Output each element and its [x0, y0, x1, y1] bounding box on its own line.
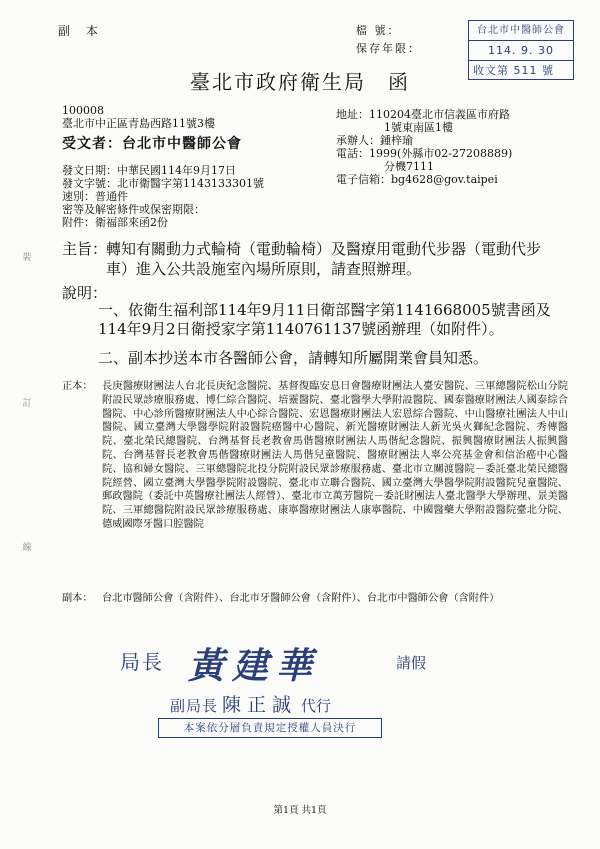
main-recipients-text: 長庚醫療財團法人台北長庚紀念醫院、基督復臨安息日會醫療財團法人臺安醫院、三軍總醫院松山分院附設民眾診療服務處、博仁綜合醫院、培靈醫院、臺北醫學大學附設醫院、國泰醫療財團法人國泰綜合醫院、中心診所醫療財團法人中心綜合醫院、宏恩醫療財團法人宏恩綜合醫院、中山醫療社團法人中山醫院、國立臺灣大學醫學院附設醫院癌醫中心醫院、新光醫療財團法人新光吳火獅紀念醫院、秀傳醫院、臺北榮民總醫院、台灣基督長老教會馬偕醫療財團法人馬偕紀念醫院、振興醫療財團法人振興醫院、台灣基督長老教會馬偕醫療財團法人馬偕兒童醫院、醫療財團法人辜公亮基金會和信治癌中心醫院、協和婦女醫院、三軍總醫院北投分院附設民眾診療服務處、臺北市立關渡醫院－委託臺北榮民總醫院經營、國立臺灣大學醫學院附設醫院、臺北市立聯合醫院、國立臺灣大學醫學院附設醫院兒童醫院、郵政醫院（委託中英醫療社團法人經營）、臺北市立萬芳醫院－委託財團法人臺北醫學大學辦理、景美醫院、三軍總醫院附設民眾診療服務處、康寧醫療財團法人康寧醫院、中國醫藥大學附設醫院臺北分院、德威國際牙醫口腔醫院	[102, 381, 568, 530]
speed: 速別：普通件	[62, 190, 128, 203]
main-recipients	[62, 380, 568, 532]
sender-phone: 電話：1999(外縣市02-27208889)	[336, 147, 513, 160]
subject	[62, 239, 562, 279]
copy-recipients-label: 副本：	[62, 593, 93, 604]
sender-contact: 承辦人：鍾梓瑜	[336, 134, 413, 147]
file-labels	[356, 22, 436, 58]
stamp-org: 台北市中醫師公會	[469, 21, 573, 41]
description-label: 說明：	[62, 284, 108, 302]
document-meta	[62, 164, 264, 229]
copy-mark: 副 本	[58, 24, 104, 38]
copy-recipients-text: 台北市醫師公會（含附件）、台北市牙醫師公會（含附件）、台北市中醫師公會（含附件）	[102, 593, 500, 604]
sender-email: 電子信箱：bg4628@gov.taipei	[336, 173, 498, 186]
authorization-stamp: 本案依分層負責規定授權人員決行	[158, 718, 382, 738]
stamp-number: 收文第 511 號	[473, 64, 554, 77]
deputy-name: 陳正誠	[222, 694, 298, 716]
file-number-label: 檔 號：	[356, 24, 401, 37]
recipient-street: 臺北市中正區青島西路11號3樓	[62, 117, 215, 130]
director-note: 請假	[396, 654, 427, 672]
subject-text: 轉知有關動力式輪椅（電動輪椅）及醫療用電動代步器（電動代步車）進入公共設施室內場所原則，請查照辦理。	[106, 240, 542, 278]
recipient-postcode: 100008	[62, 104, 104, 117]
page-number: 第1頁 共1頁	[273, 805, 327, 816]
sender-address-line2: 1號東南區1樓	[384, 121, 453, 134]
description-item: 一、依衛生福利部114年9月11日衛部醫字第1141668005號書函及114年9月2日衛授家字第1140761137號函辦理（如附件）。	[98, 301, 551, 338]
document-number: 發文字號：北市衛醫字第1143133301號	[62, 177, 264, 190]
description-item: 二、副本抄送本市各醫師公會，請轉知所屬開業會員知悉。	[98, 349, 489, 367]
sender-info	[336, 108, 576, 186]
document-title: 臺北市政府衛生局 函	[190, 70, 410, 94]
recipient-address	[62, 104, 215, 130]
binding-mark: 線	[22, 543, 32, 553]
director-signature	[118, 638, 518, 694]
deputy-signature	[170, 690, 331, 717]
binding-mark: 裝	[22, 253, 32, 263]
binding-mark: 訂	[22, 399, 32, 409]
stamp-date: 114. 9. 30	[469, 41, 573, 61]
retention-label: 保存年限：	[356, 42, 421, 55]
main-recipients-label: 正本：	[62, 381, 93, 392]
secrecy: 密等及解密條件或保密期限：	[62, 203, 205, 216]
issue-date: 發文日期：中華民國114年9月17日	[62, 164, 236, 177]
subject-label: 主旨：	[62, 240, 108, 258]
attachment: 附件：衛福部來函2份	[62, 216, 168, 229]
recipient: 受文者：台北市中醫師公會	[62, 136, 242, 152]
director-name: 黃建華	[188, 645, 321, 687]
deputy-role: 副局長	[170, 697, 219, 715]
director-role: 局長	[120, 650, 164, 674]
sender-address: 地址：110204臺北市信義區市府路	[336, 108, 510, 121]
deputy-note: 代行	[301, 697, 332, 715]
copy-recipients	[62, 592, 568, 606]
sender-ext: 分機7111	[384, 160, 434, 173]
